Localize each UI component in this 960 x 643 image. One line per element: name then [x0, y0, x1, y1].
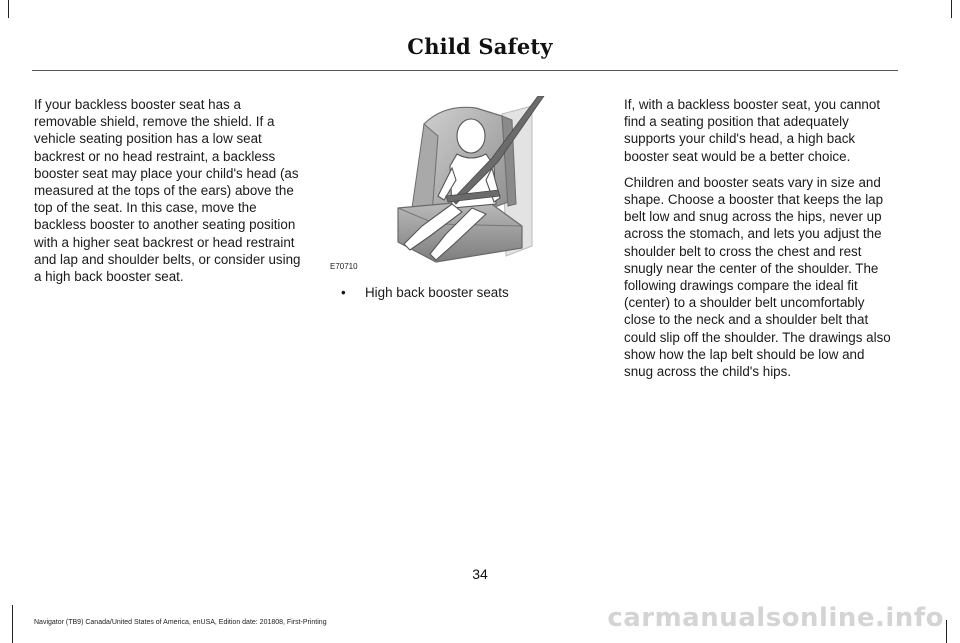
crop-mark-bottom-right-v: [946, 620, 947, 643]
paragraph: Children and booster seats vary in size and shape. Choose a booster that keeps the lap belt low and snug across the hips, never up across the stomach, and lets you adjust the shoulder belt to cross the chest and rest snugly near the center of the shoulder. The following drawings compare the ideal fit (center) to a shoulder belt uncomfortably close to the neck and a shoulder belt that could slip off the shoulder. The drawings also show how the lap belt should be low and snug across the child's hips.: [624, 174, 891, 380]
list-item: [341, 284, 509, 301]
paragraph: If your backless booster seat has a removable shield, remove the shield. If a vehicle seating position has a low seat backrest or no head restraint, a backless booster seat may place your child's head (as measured at the tops of the ears) above the top of the seat. In this case, move the backless booster to another seating position with a higher seat backrest or head restraint and lap and shoulder belts, or consider using a high back booster seat.: [34, 97, 301, 285]
watermark-logo: carmanualsonline.info: [607, 603, 944, 633]
title-divider: [32, 70, 898, 71]
crop-mark-top-right-v: [951, 0, 952, 18]
booster-seat-figure: [326, 96, 576, 276]
left-column: [34, 96, 306, 294]
bullet-marker: •: [341, 285, 346, 300]
right-column: [624, 96, 896, 389]
page-number: 34: [472, 566, 488, 582]
crop-mark-bottom-left-v: [12, 605, 13, 643]
crop-mark-top-left-v: [8, 0, 9, 18]
bullet-text: High back booster seats: [365, 285, 509, 300]
figure-code: E70710: [330, 262, 358, 271]
high-back-booster-seat-illustration: [326, 96, 576, 276]
page-title: Child Safety: [407, 34, 553, 59]
footer-edition-text: Navigator (TB9) Canada/United States of America, enUSA, Edition date: 201808, First-Printing: [34, 619, 327, 626]
paragraph: If, with a backless booster seat, you cannot find a seating position that adequately supports your child's head, a high back booster seat would be a better choice.: [624, 97, 881, 164]
